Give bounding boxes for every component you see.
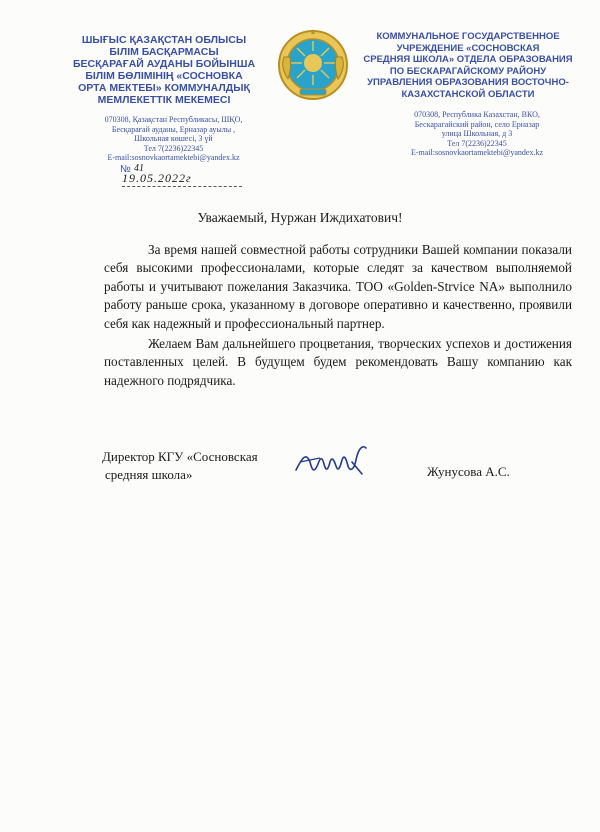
- header-right-line: УЧРЕЖДЕНИЕ «СОСНОВСКАЯ: [396, 42, 540, 54]
- address-line: Бесқарағай ауданы, Ерназар ауылы ,: [111, 124, 236, 134]
- header-left-org-name: [64, 34, 264, 106]
- state-emblem-icon: [276, 27, 350, 103]
- signatory-title-line: Директор КГУ «Сосновская: [102, 449, 258, 464]
- header-right-line: СРЕДНЯЯ ШКОЛА» ОТДЕЛА ОБРАЗОВАНИЯ: [363, 54, 573, 65]
- address-line: 070308, Республика Казахстан, ВКО,: [414, 110, 540, 119]
- registration-date: 19.05.2022г: [122, 171, 242, 187]
- header-right-line: УПРАВЛЕНИЯ ОБРАЗОВАНИЯ ВОСТОЧНО-: [367, 77, 569, 88]
- registration-number: 41: [134, 163, 144, 174]
- header-left-line: БІЛІМ БАСҚАРМАСЫ: [109, 46, 219, 58]
- header-right-org-name: [362, 31, 574, 100]
- signatory-title: [102, 448, 258, 484]
- header-right-address: [382, 110, 572, 158]
- letter-body: [104, 241, 572, 390]
- letter-paragraph: Желаем Вам дальнейшего процветания, творческих успехов и достижения поставленных целей. В будущем будем рекомендовать Вашу компанию как надежного подрядчика.: [104, 336, 572, 388]
- header-left-line: БІЛІМ БӨЛІМІНІҢ «СОСНОВКА: [85, 70, 243, 82]
- address-line: E-mail:sosnovkaortamektebi@yandex.kz: [107, 153, 240, 163]
- header-left-line: БЕСҚАРАҒАЙ АУДАНЫ БОЙЫНША: [72, 58, 256, 70]
- address-line: улица Школьная, д 3: [441, 129, 513, 139]
- address-line: Тел 7(2236)22345: [447, 138, 507, 148]
- header-right-line: КАЗАХСТАНСКОЙ ОБЛАСТИ: [401, 88, 535, 100]
- header-left-line: ШЫҒЫС ҚАЗАҚСТАН ОБЛЫСЫ: [81, 34, 247, 46]
- address-line: Тел 7(2236)22345: [143, 143, 204, 153]
- address-line: Школьная көшесі, 3 үй: [134, 134, 213, 144]
- header-left-address: [76, 115, 271, 163]
- header-left-line: МЕМЛЕКЕТТІК МЕКЕМЕСІ: [97, 94, 231, 106]
- registration-number-label: №: [120, 164, 131, 175]
- letter-paragraph: За время нашей совместной работы сотрудники Вашей компании показали себя высокими профессионалами, которые следят за качеством выполняемой работы и учитывают пожелания Заказчика. ТОО «Golden-Strvice NA» выполнило работу раньше срока, указанному в договоре оперативно и качественно, проявили себя как надежный и профессиональный партнер.: [104, 242, 572, 331]
- header-right-line: ПО БЕСКАРАГАЙСКОМУ РАЙОНУ: [389, 65, 547, 77]
- letter-greeting: Уважаемый, Нуржан Иждихатович!: [197, 210, 403, 225]
- header-left-line: ОРТА МЕКТЕБІ» КОММУНАЛДЫҚ: [78, 82, 250, 94]
- header-right-line: КОММУНАЛЬНОЕ ГОСУДАРСТВЕННОЕ: [376, 31, 560, 42]
- signatory-name: Жунусова А.С.: [427, 464, 510, 479]
- address-line: E-mail:sosnovkaortamektebi@yandex.kz: [411, 148, 543, 158]
- handwritten-signature: [292, 440, 372, 482]
- address-line: 070308, Қазақстан Республикасы, ШҚО,: [104, 115, 243, 124]
- address-line: Бескарагайский район, село Ерназар: [414, 119, 540, 129]
- signatory-title-line: средняя школа»: [105, 467, 193, 482]
